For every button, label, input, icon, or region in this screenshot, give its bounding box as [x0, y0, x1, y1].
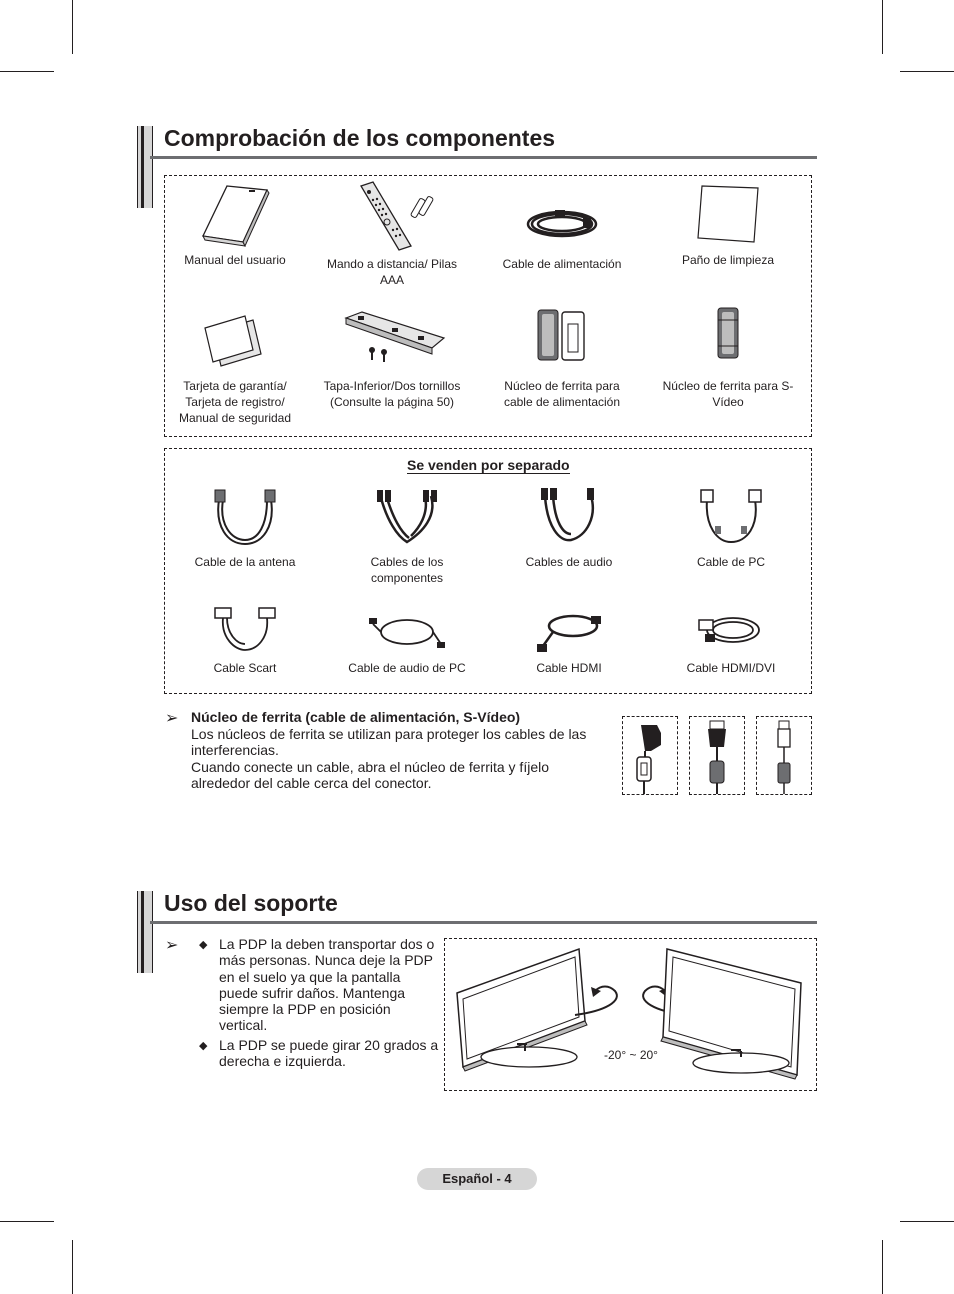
stand-bullet-2: La PDP se puede girar 20 grados a derecha e izquierda. [219, 1037, 439, 1070]
accessory-label: Cable Scart [213, 661, 277, 675]
bullet-diamond-icon: ◆ [199, 1040, 208, 1052]
crop-mark [900, 71, 954, 72]
component-item [322, 180, 462, 288]
accessory-label: Cable de audio de PC [348, 661, 466, 675]
power-cable-icon [517, 180, 607, 252]
ferrite-note [191, 709, 611, 792]
accessory-item [499, 604, 639, 676]
hdmi-dvi-cable-icon [691, 604, 771, 656]
accessory-item [661, 486, 801, 570]
component-item [658, 304, 798, 410]
pc-audio-cable-icon [367, 604, 447, 656]
crop-mark [0, 1221, 54, 1222]
scart-cable-icon [205, 604, 285, 656]
stand-bullet-1: La PDP la deben transportar dos o más personas. Nunca deje la PDP en el suelo ya que la pantalla puede sufrir daños. Mantenga siempre la PDP en posición vertical. [219, 936, 435, 1034]
component-label: Cable de alimentación [502, 257, 622, 271]
audio-cables-icon [529, 486, 609, 550]
component-item [165, 304, 305, 426]
section-rule [150, 156, 817, 159]
crop-mark [72, 0, 73, 54]
component-label: Tapa-Inferior/Dos tornillos (Consulte la página 50) [323, 379, 461, 409]
ferrite-note-line1: Los núcleos de ferrita se utilizan para proteger los cables de las interferencias. [191, 725, 587, 758]
accessory-label: Cables de audio [525, 555, 613, 569]
component-label: Mando a distancia/ Pilas AAA [326, 257, 458, 287]
accessory-label: Cable de la antena [194, 555, 296, 569]
ferrite-svideo-icon [757, 717, 811, 794]
accessory-item [175, 486, 315, 570]
ferrite-power-plug-icon [623, 717, 677, 794]
sold-separately-title: Se venden por separado [407, 457, 570, 473]
bottom-cover-icon [332, 304, 452, 374]
accessory-item [661, 604, 801, 676]
crop-mark [0, 71, 54, 72]
section-title-components: Comprobación de los componentes [164, 125, 556, 151]
component-item [492, 304, 632, 410]
accessory-label: Cable HDMI/DVI [686, 661, 776, 675]
ferrite-core-large-icon [522, 304, 602, 374]
ferrite-note-line2: Cuando conecte un cable, abra el núcleo de ferrita y fíjelo alrededor del cable cerca del conector. [191, 758, 550, 791]
crop-mark [882, 0, 883, 54]
component-label: Núcleo de ferrita para S-Vídeo [662, 379, 794, 409]
component-item [322, 304, 462, 410]
note-arrow-icon: ➢ [165, 710, 179, 727]
section-rule [150, 921, 817, 924]
crop-mark [72, 1240, 73, 1294]
tv-rotation-illustration [445, 939, 816, 1090]
accessory-label: Cable HDMI [536, 661, 602, 675]
component-label: Paño de limpieza [681, 253, 775, 267]
component-cables-icon [367, 486, 447, 550]
accessory-label: Cables de los componentes [370, 555, 444, 585]
rotation-label: -20° ~ 20° [604, 1048, 658, 1062]
antenna-cable-icon [205, 486, 285, 550]
section-title-stand: Uso del soporte [164, 890, 338, 916]
component-item [492, 180, 632, 272]
section-bar [137, 891, 153, 973]
accessory-item [337, 604, 477, 676]
cleaning-cloth-icon [688, 180, 768, 248]
section-bar [137, 126, 153, 208]
hdmi-cable-icon [529, 604, 609, 656]
component-label: Núcleo de ferrita para cable de alimentación [503, 379, 621, 409]
ferrite-illustration-box [756, 716, 812, 795]
component-item [165, 180, 305, 268]
ferrite-core-small-icon [688, 304, 768, 374]
accessory-item [499, 486, 639, 570]
warranty-card-icon [195, 304, 275, 374]
ferrite-note-heading: Núcleo de ferrita (cable de alimentación, S-Vídeo) [191, 709, 521, 725]
ferrite-illustration-box [622, 716, 678, 795]
accessory-item [175, 604, 315, 676]
ferrite-power-cord-icon [690, 717, 744, 794]
page-number: Español - 4 [417, 1168, 537, 1190]
remote-control-icon [347, 180, 437, 252]
pc-cable-icon [691, 486, 771, 550]
ferrite-illustration-box [689, 716, 745, 795]
component-item [658, 180, 798, 268]
component-label: Manual del usuario [184, 253, 286, 267]
crop-mark [900, 1221, 954, 1222]
crop-mark [882, 1240, 883, 1294]
accessory-label: Cable de PC [696, 555, 766, 569]
note-arrow-icon: ➢ [165, 937, 179, 954]
accessory-item [337, 486, 477, 586]
bullet-diamond-icon: ◆ [199, 939, 208, 951]
user-manual-icon [195, 180, 275, 248]
component-label: Tarjeta de garantía/ Tarjeta de registro/ Manual de seguridad [178, 379, 292, 425]
